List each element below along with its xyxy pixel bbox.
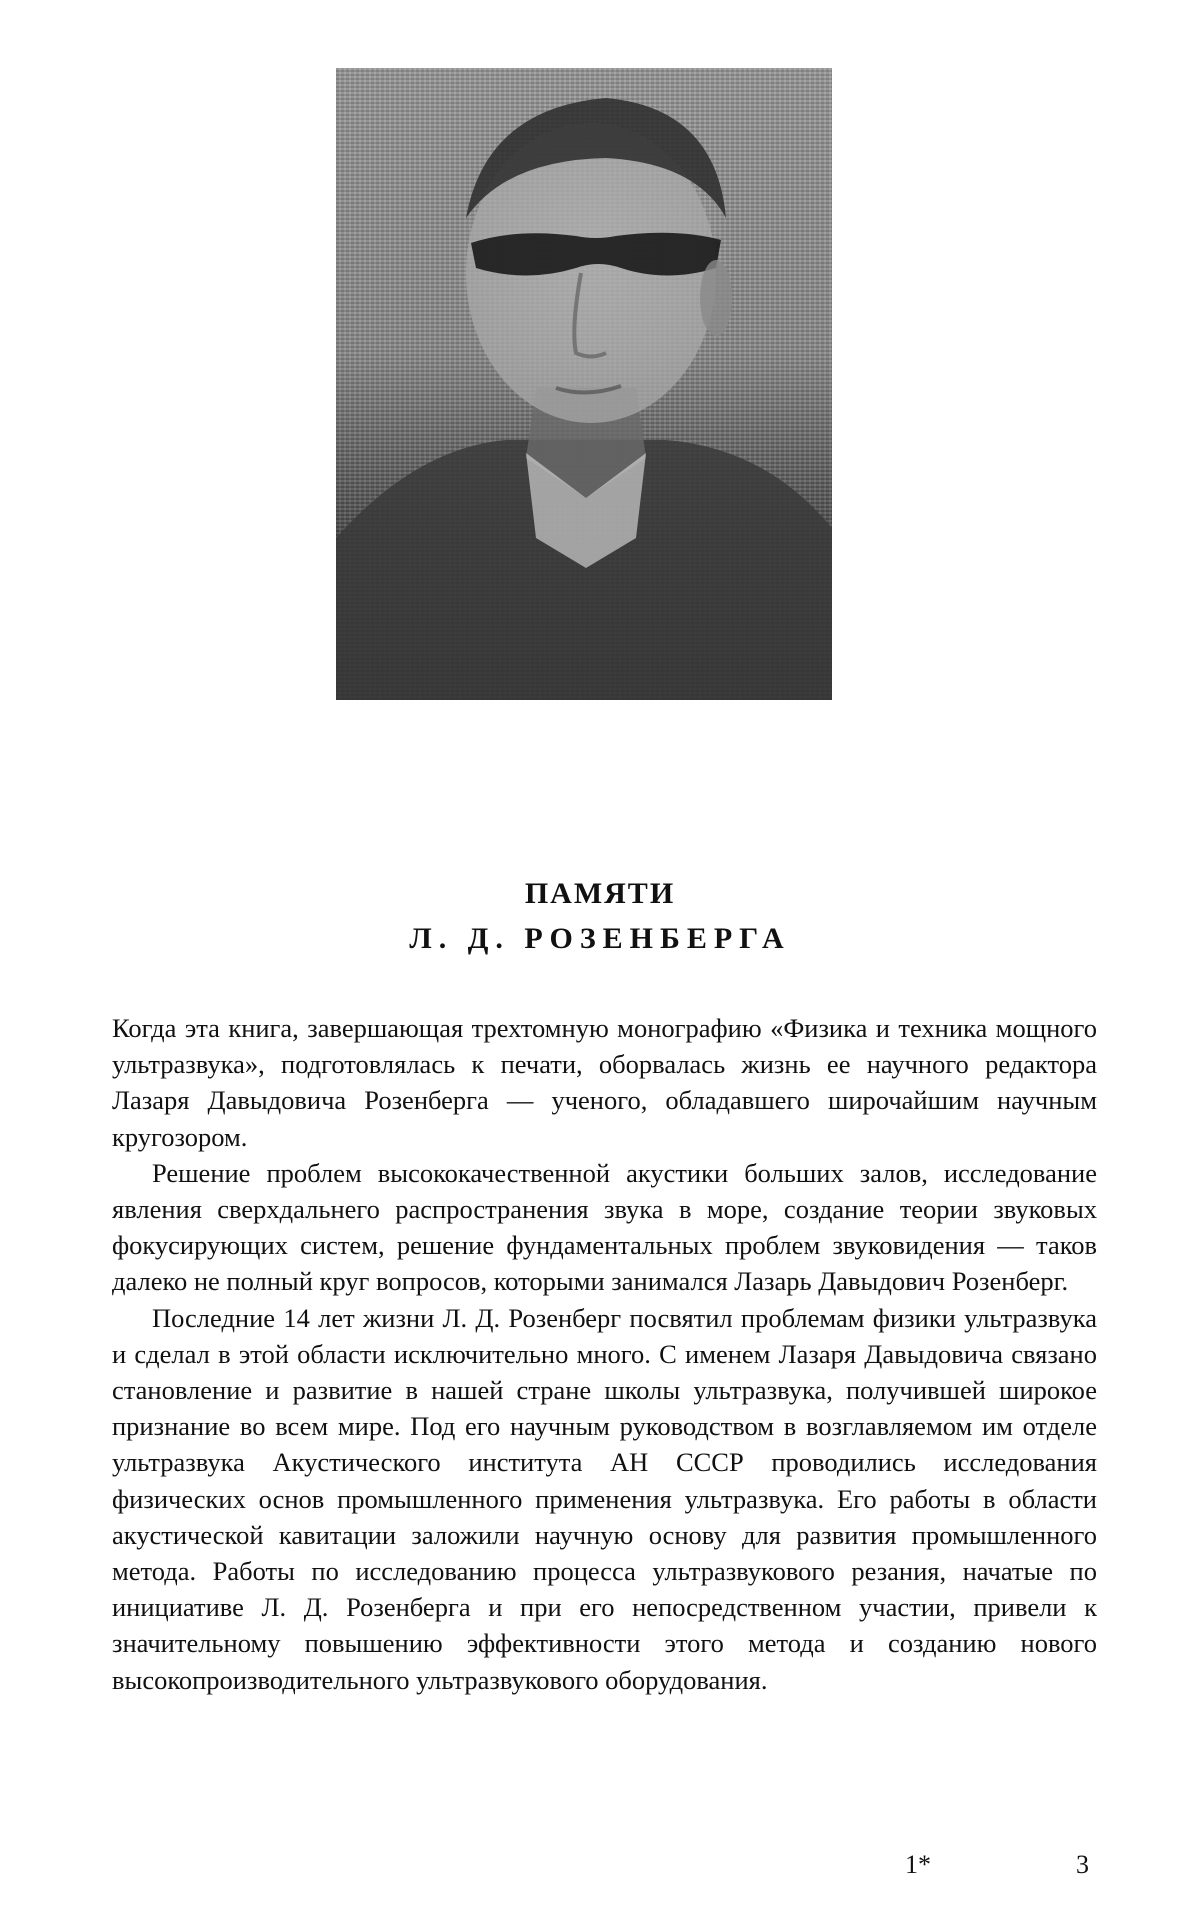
heading-line-2: Л. Д. РОЗЕНБЕРГА xyxy=(409,922,791,955)
paragraph: Решение проблем высококачественной акустики больших залов, исследование явления сверхдальнего распространения звука в море, создание теории звуковых фокусирующих систем, решение фундаментальных проблем звуковидения — таков далеко не полный круг вопросов, которыми занимался Лазарь Давыдович Розенберг. xyxy=(112,1157,1097,1297)
page-number: 3 xyxy=(1076,1850,1089,1879)
portrait-figure xyxy=(336,68,832,700)
memorial-text xyxy=(112,1010,1097,1698)
portrait-photo xyxy=(336,68,832,700)
heading-line-1: ПАМЯТИ xyxy=(524,877,676,910)
paragraph: Последние 14 лет жизни Л. Д. Розенберг посвятил проблемам физики ультразвука и сделал в этой области исключительно много. С именем Лазаря Давыдовича связано становление и развитие в нашей стране школы ультразвука, получившей широкое признание во всем мире. Под его научным руководством в возглавляемом им отделе ультразвука Акустического института АН СССР проводились исследования физических основ промышленного применения ультразвука. Его работы в области акустической кавитации заложили научную основу для развития промышленного метода. Работы по исследованию процесса ультразвукового резания, начатые по инициативе Л. Д. Розенберга и при его непосредственном участии, привели к значительному повышению эффективности этого метода и созданию нового высокопроизводительного ультразвукового оборудования. xyxy=(112,1302,1097,1695)
signature-mark: 1* xyxy=(905,1850,931,1879)
paragraph: Когда эта книга, завершающая трехтомную монографию «Физика и техника мощного ультразвука», подготовлялась к печати, оборвалась жизнь ее научного редактора Лазаря Давыдовича Розенберга — ученого, обладавшего широчайшим научным кругозором. xyxy=(112,1013,1097,1152)
